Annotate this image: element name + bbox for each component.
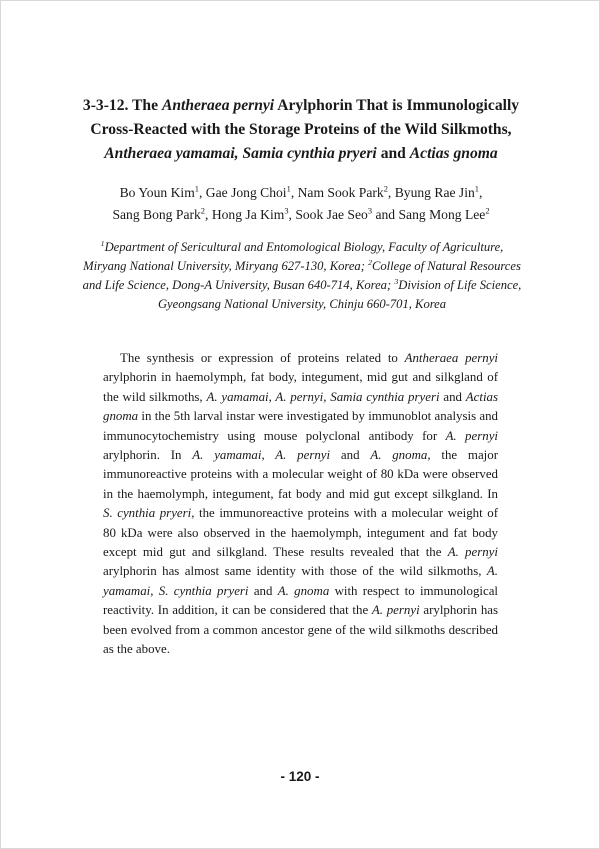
affiliation-number: 3	[394, 276, 399, 286]
affiliation-text: College of Natural Resources and Life Science, Dong-A University, Busan 640-714, Korea;	[82, 259, 521, 292]
title-line-2: Cross-Reacted with the Storage Proteins of the Wild Silkmoths,	[90, 121, 512, 138]
title-species: Antheraea pernyi	[161, 97, 275, 114]
affiliation-marker: 3	[284, 205, 289, 216]
author-name: Hong Ja Kim	[211, 207, 285, 222]
species-name: S. cynthia pryeri,	[103, 506, 195, 521]
affiliation-marker: 1	[194, 183, 199, 194]
affiliations	[82, 238, 522, 314]
author-name: Nam Sook Park	[297, 185, 384, 200]
abstract	[103, 349, 498, 660]
species-name: A. yamamai, S. cynthia pryeri	[103, 564, 498, 598]
species-name: A. yamamai, A. pernyi, Samia cynthia pryeri	[206, 389, 440, 404]
affiliation-marker: 1	[474, 183, 479, 194]
species-name: A. gnoma,	[370, 448, 431, 463]
author-line: Bo Youn Kim$^1$, Gae Jong Choi$^1$, Nam Sook Park$^2$, Byung Rae Jin$^1$,	[119, 183, 483, 200]
author-name: Sook Jae Seo	[295, 207, 368, 222]
author-line: Sang Bong Park$^2$, Hong Ja Kim$^3$, Sook Jae Seo$^3$ and Sang Mong Lee$^2$	[112, 205, 490, 222]
page-number: - 120 -	[280, 769, 320, 784]
species-name: A. pernyi	[445, 428, 498, 443]
abstract-text: the major immunoreactive proteins with a molecular weight of 80 kDa were observed in the haemolymph, integument, fat body and mid gut except silkgland. In	[103, 448, 498, 501]
abstract-text: arylphorin. In	[103, 448, 193, 463]
abstract-text: arylphorin has almost same identity with those of the wild silkmoths,	[103, 564, 487, 579]
affiliation-marker: 1	[286, 183, 291, 194]
species-name: A. gnoma	[277, 583, 330, 598]
title-line-1: 3-3-12. The Antheraea pernyi Arylphorin That is Immunologically	[82, 97, 520, 114]
author-name: Gae Jong Choi	[205, 185, 287, 200]
abstract-text: and	[439, 389, 466, 404]
section-number: 3-3-12.	[82, 97, 129, 114]
author-name: Sang Bong Park	[112, 207, 201, 222]
affiliation-marker: 2	[383, 183, 388, 194]
paper-title	[70, 94, 532, 166]
species-name: A. pernyi	[447, 545, 498, 560]
abstract-text: and	[248, 583, 278, 598]
species-name: Antheraea pernyi	[404, 351, 498, 365]
author-name: Sang Mong Lee	[398, 207, 486, 222]
affiliation-marker: 2	[200, 205, 206, 216]
affiliation-number: 2	[368, 257, 372, 267]
affiliation-marker: 3	[367, 205, 373, 216]
title-line-3: Antheraea yamamai, Samia cynthia pryeri and Actias gnoma	[104, 145, 498, 162]
species-name: A. pernyi	[371, 603, 420, 618]
affiliation-text: Division of Life Science, Gyeongsang National University, Chinju 660-701, Korea	[157, 278, 522, 311]
abstract-text: the immunoreactive proteins with a molecular weight of 80 kDa were also observed in the haemolymph, integument and fat body except mid gut and silkgland. These results revealed that the	[103, 506, 498, 560]
abstract-text: arylphorin in haemolymph, fat body, integument, mid gut and silkgland of the wild silkmoths,	[103, 370, 498, 404]
abstract-text: in the 5th larval instar were investigated by immunoblot analysis and immunocytochemistry using mouse polyclonal antibody for	[103, 409, 498, 443]
abstract-text: arylphorin has been evolved from a common ancestor gene of the wild silkmoths described as the above.	[103, 603, 498, 657]
affiliation-text: Department of Sericultural and Entomological Biology, Faculty of Agriculture, Miryang National University, Miryang 627-130, Korea;	[83, 240, 504, 273]
abstract-text: and	[330, 448, 371, 463]
species-name: Actias gnoma	[103, 389, 499, 424]
author-name: Byung Rae Jin	[394, 185, 475, 200]
affiliation-number: 1	[100, 238, 105, 248]
affiliation-marker: 2	[485, 205, 490, 216]
abstract-text: with respect to immunological reactivity. In addition, it can be considered that the	[103, 583, 498, 618]
author-name: Bo Youn Kim	[119, 185, 195, 200]
species-name: A. yamamai, A. pernyi	[192, 448, 331, 463]
abstract-text: The synthesis or expression of proteins related to	[120, 351, 405, 365]
author-list	[70, 182, 532, 226]
